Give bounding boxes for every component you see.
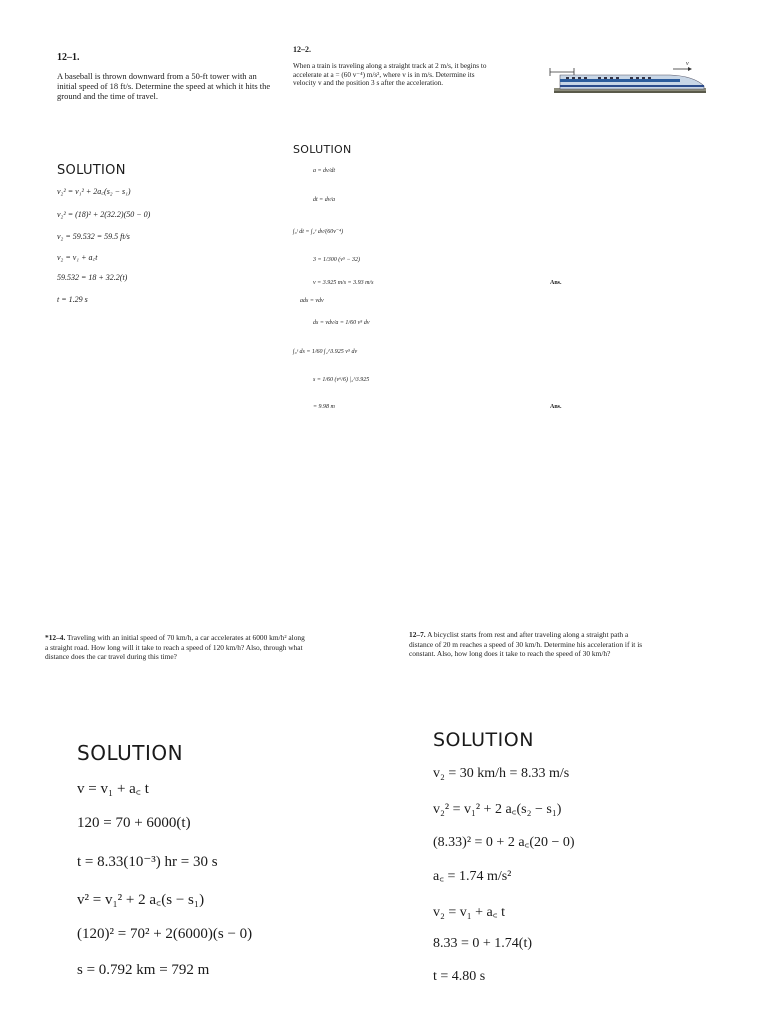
problem-12-2-text: When a train is traveling along a straight track at 2 m/s, it begins to accelerate at a = (60 v⁻⁴) m/s², where v is in m/s. Determine its velocity v and the position 3 s after the acceleration. [293,62,487,88]
p2-eq-7: ds = vdv/a = 1/60 v⁵ dv [313,320,370,326]
p4-eq-1: v = v₁ + a꜀ t [77,781,149,797]
p2-eq-4: 3 = 1/300 (v⁵ − 32) [313,257,361,263]
p4-eq-3: t = 8.33(10⁻³) hr = 30 s [77,854,218,870]
p2-answer-2: Ans. [550,404,562,410]
p7-eq-3: (8.33)² = 0 + 2 a꜀(20 − 0) [433,835,575,850]
p2-answer-1: Ans. [550,280,562,286]
p1-eq-2: v₂² = (18)² + 2(32.2)(50 − 0) [57,210,151,219]
problem-12-1-text: A baseball is thrown downward from a 50-ft tower with an initial speed of 18 ft/s. Determine the speed at which it hits the ground and the time of travel. [57,71,271,101]
p2-eq-1: a = dv/dt [313,168,336,174]
p1-eq-6: t = 1.29 s [57,295,88,304]
problem-12-7-text [409,630,649,659]
p2-eq-3: ∫₀ᵗ dt = ∫₂ᵛ dv/(60v⁻⁴) [293,229,344,235]
problem-12-4-solution-heading: SOLUTION [77,741,184,765]
p2-eq-10: = 9.98 m [313,404,335,410]
p2-eq-9: s = 1/60 (v⁶/6) |₂^3.925 [313,377,370,383]
p2-eq-8: ∫₀ˢ ds = 1/60 ∫₂^3.925 v⁵ dv [293,349,358,355]
problem-12-7-number: 12–7. [409,630,426,639]
problem-12-2-number: 12–2. [293,45,311,54]
problem-12-4-text [45,633,305,662]
problem-12-1-solution-heading: SOLUTION [57,163,126,178]
p4-eq-5: (120)² = 70² + 2(6000)(s − 0) [77,926,253,942]
problem-12-1-number: 12–1. [57,52,80,63]
p4-eq-4: v² = v₁² + 2 a꜀(s − s₁) [77,892,205,908]
problem-12-4-number: *12–4. [45,633,66,642]
p7-eq-1: v₂ = 30 km/h = 8.33 m/s [433,766,570,781]
p4-eq-6: s = 0.792 km = 792 m [77,962,210,978]
problem-12-4-statement: Traveling with an initial speed of 70 km/h, a car accelerates at 6000 km/h² along a straight road. How long will it take to reach a speed of 120 km/h? Also, through what distance does the car travel during this time? [45,633,305,661]
p4-eq-2: 120 = 70 + 6000(t) [77,815,191,831]
p1-eq-5: 59.532 = 18 + 32.2(t) [57,273,128,282]
p7-eq-6: 8.33 = 0 + 1.74(t) [433,936,533,951]
p7-eq-2: v₂² = v₁² + 2 a꜀(s₂ − s₁) [433,802,562,817]
p2-eq-6: ads = vdv [300,298,324,304]
train-figure [548,55,708,100]
problem-12-7-solution-heading: SOLUTION [433,729,534,751]
train-velocity-label: v [686,61,689,67]
p2-eq-2: dt = dv/a [313,197,336,203]
problem-12-7-statement: A bicyclist starts from rest and after traveling along a straight path a distance of 20 m reaches a speed of 30 km/h. Determine his acceleration if it is constant. Also, how long does it take to reach the speed of 30 km/h? [409,630,643,658]
p1-eq-4: v₂ = v₁ + a꜀t [57,253,98,262]
p1-eq-1: v₂² = v₁² + 2a꜀(s₂ − s₁) [57,187,131,196]
p7-eq-7: t = 4.80 s [433,969,486,984]
p7-eq-5: v₂ = v₁ + a꜀ t [433,905,506,920]
p1-eq-3: v₂ = 59.532 = 59.5 ft/s [57,232,130,241]
p7-eq-4: a꜀ = 1.74 m/s² [433,869,512,884]
problem-12-2-solution-heading: SOLUTION [293,143,352,156]
p2-eq-5: v = 3.925 m/s = 3.93 m/s [313,280,374,286]
